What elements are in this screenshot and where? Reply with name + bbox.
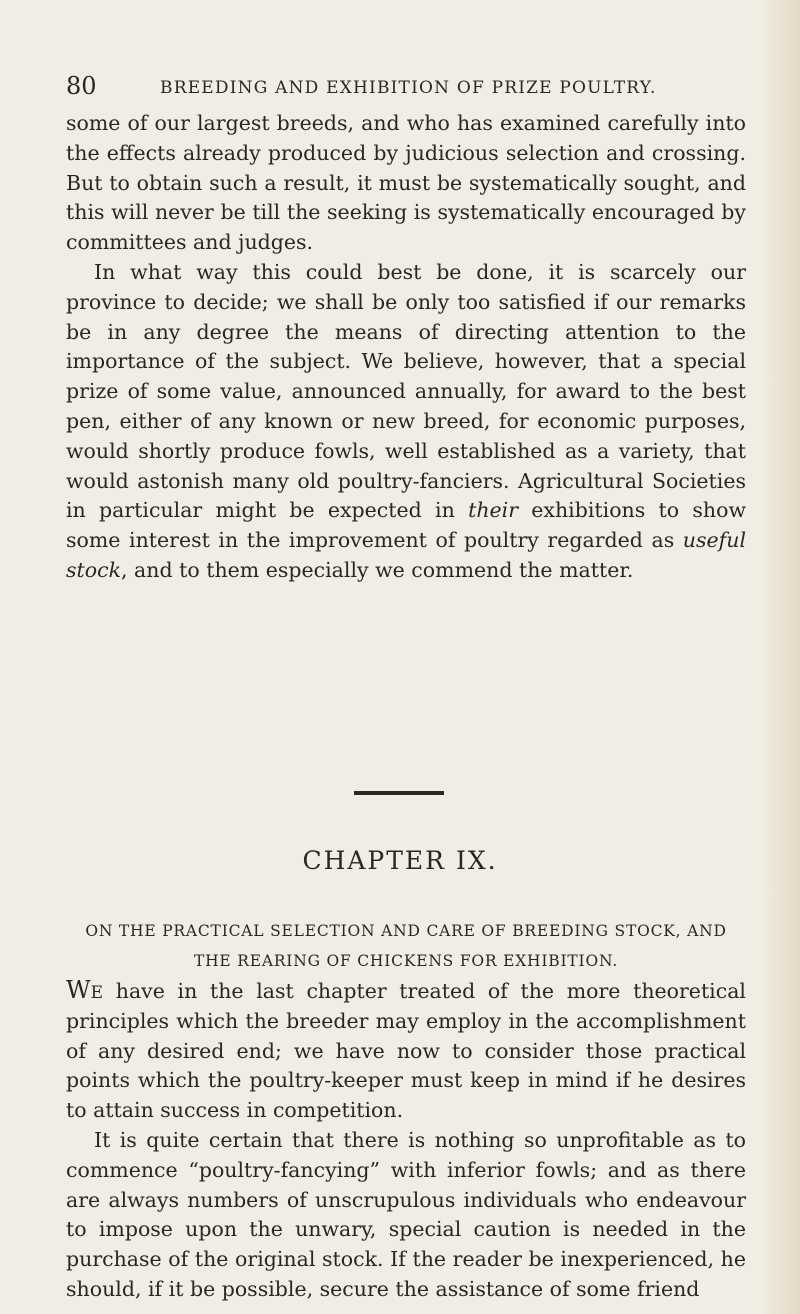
running-header [66, 72, 766, 100]
chapter-title: CHAPTER IX. [302, 846, 498, 875]
text-run: exhibitions to show some interest in the improvement of poultry regarded as [66, 498, 747, 553]
page-number: 80 [66, 72, 97, 100]
emphasis-useful-stock: useful stock [66, 528, 746, 582]
emphasis-their: their [468, 498, 519, 523]
lead-word: We [66, 976, 104, 1004]
section-divider [354, 791, 444, 795]
text-run: have in the last chapter treated of the more theoretical principles which the breeder may employ in the accomplishment of any desired end; we have now to consider those practical points which the poultry-keeper must keep in mind if he desires to attain success in competition. [66, 979, 746, 1123]
page-edge-shadow [760, 0, 800, 1314]
paragraph: some of our largest breeds, and who has examined carefully into the effects already produced by judicious selection and crossing. But to obtain such a result, it must be systematically sought, and this will never be till the seeking is systematically encouraged by committees and judges. [66, 111, 746, 255]
chapter-subtitle: ON THE PRACTICAL SELECTION AND CARE OF BREEDING STOCK, AND THE REARING OF CHICKENS FOR EXHIBITION. [85, 922, 727, 970]
paragraph [66, 258, 746, 586]
text-run: In what way this could best be done, it is scarcely our province to decide; we shall be only too satisfied if our remarks be in any degree the means of directing attention to the importance of the subject. We believe, however, that a special prize of some value, announced annually, for award to the best pen, either of any known or new breed, for economic purposes, would shortly produce fowls, well established as a variety, that would astonish many old poultry-fanciers. Agricultural Societies in particular might be expected in [66, 259, 746, 523]
paragraph [66, 976, 746, 1126]
running-title: BREEDING AND EXHIBITION OF PRIZE POULTRY. [160, 78, 657, 98]
top-section [66, 109, 746, 586]
paragraph: It is quite certain that there is nothing so unprofitable as to commence “poultry-fancying” with inferior fowls; and as there are always numbers of unscrupulous individuals who endeavour to impose upon the unwary, special caution is needed in the purchase of the original stock. If the reader be inexperienced, he should, if it be possible, secure the assistance of some friend [66, 1127, 746, 1301]
chapter-body [66, 976, 746, 1305]
text-run: , and to them especially we commend the matter. [121, 557, 634, 582]
